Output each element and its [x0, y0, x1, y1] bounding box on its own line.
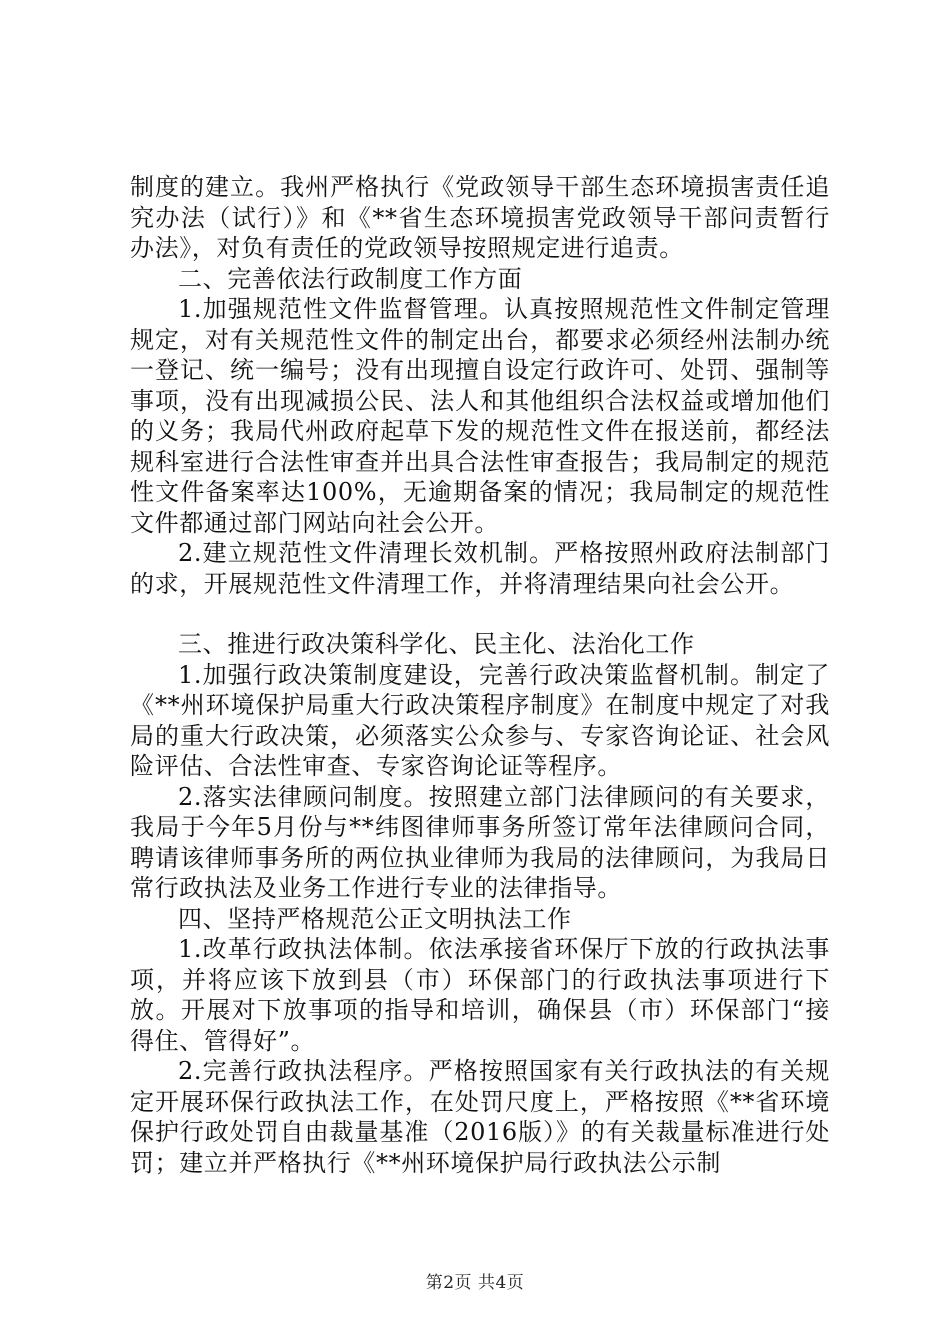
- paragraph-4-2: 2.完善行政执法程序。严格按照国家有关行政执法的有关规定开展环保行政执法工作，在处罚尺度上，严格按照《**省环境保护行政处罚自由裁量基准（2016版）》的有关裁量标准进行处罚；建立并严格执行《**州环境保护局行政执法公示制: [130, 1057, 830, 1177]
- section-heading-4: 四、坚持严格规范公正文明执法工作: [178, 904, 572, 933]
- paragraph-2-2: 2.建立规范性文件清理长效机制。严格按照州政府法制部门的求，开展规范性文件清理工作，并将清理结果向社会公开。: [130, 539, 830, 598]
- document-body: [130, 172, 830, 1178]
- section-heading-2: 二、完善依法行政制度工作方面: [178, 264, 523, 293]
- paragraph-continuation: 制度的建立。我州严格执行《党政领导干部生态环境损害责任追究办法（试行）》和《**省生态环境损害党政领导干部问责暂行办法》，对负有责任的党政领导按照规定进行追责。: [130, 173, 830, 262]
- section-heading-3: 三、推进行政决策科学化、民主化、法治化工作: [178, 630, 695, 658]
- page-footer: [0, 1268, 950, 1293]
- paragraph-2-1: 1.加强规范性文件监督管理。认真按照规范性文件制定管理规定，对有关规范性文件的制定出台，都要求必须经州法制办统一登记、统一编号；没有出现擅自设定行政许可、处罚、强制等事项，没有出现减损公民、法人和其他组织合法权益或增加他们的义务；我局代州政府起草下发的规范性文件在报送前，都经法规科室进行合法性审查并出具合法性审查报告；我局制定的规范性文件备案率达100%，无逾期备案的情况；我局制定的规范性文件都通过部门网站向社会公开。: [130, 295, 830, 537]
- page-number: 第2页 共4页: [425, 1273, 525, 1293]
- paragraph-4-1: 1.改革行政执法体制。依法承接省环保厅下放的行政执法事项，并将应该下放到县（市）环保部门的行政执法事项进行下放。开展对下放事项的指导和培训，确保县（市）环保部门“接得住、管得好”。: [130, 935, 830, 1055]
- paragraph-3-2: 2.落实法律顾问制度。按照建立部门法律顾问的有关要求，我局于今年5月份与**纬图律师事务所签订常年法律顾问合同，聘请该律师事务所的两位执业律师为我局的法律顾问，为我局日常行政执法及业务工作进行专业的法律指导。: [130, 782, 830, 902]
- paragraph-3-1: 1.加强行政决策制度建设，完善行政决策监督机制。制定了《**州环境保护局重大行政决策程序制度》在制度中规定了对我局的重大行政决策，必须落实公众参与、专家咨询论证、社会风险评估、合法性审查、专家咨询论证等程序。: [130, 660, 830, 780]
